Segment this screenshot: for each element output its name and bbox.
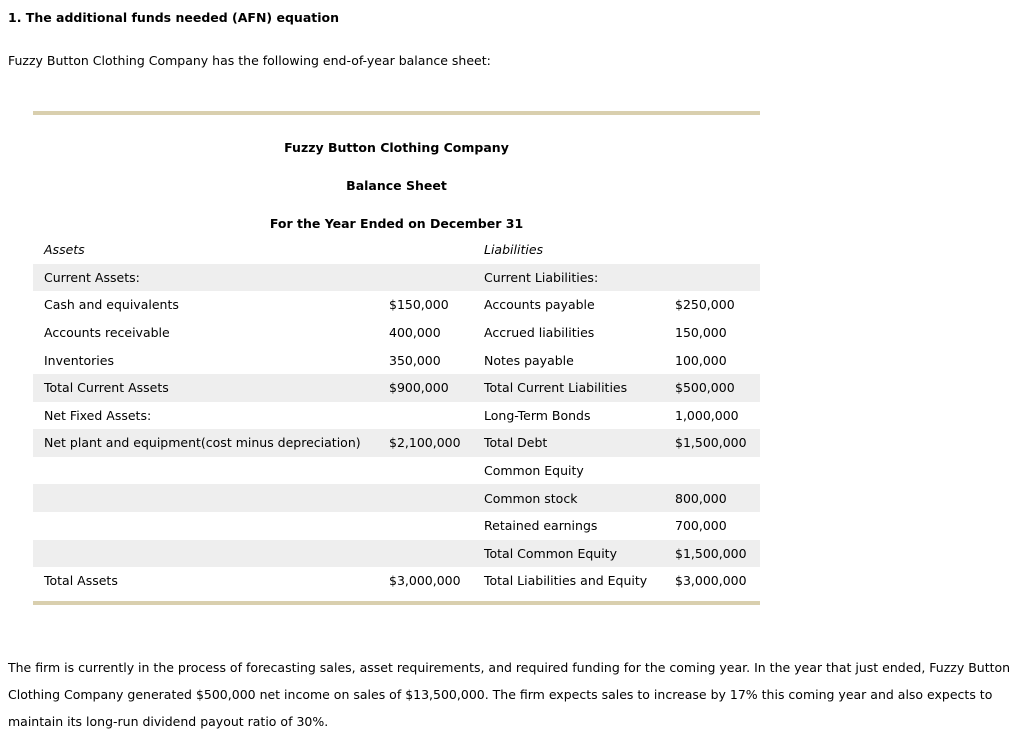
liability-label: Notes payable — [484, 352, 574, 368]
intro-text: Fuzzy Button Clothing Company has the following end-of-year balance sheet: — [8, 53, 491, 68]
sheet-period: For the Year Ended on December 31 — [269, 216, 524, 231]
table-row — [33, 236, 760, 264]
asset-value: $900,000 — [383, 374, 478, 402]
liability-value: $1,500,000 — [669, 429, 760, 457]
table-row — [33, 512, 760, 540]
liability-value — [669, 264, 760, 292]
table-row — [33, 291, 760, 319]
table-row — [33, 319, 760, 347]
asset-value: $150,000 — [389, 297, 449, 313]
liability-value: $500,000 — [669, 374, 760, 402]
liability-value: $1,500,000 — [669, 540, 760, 568]
asset-label: Inventories — [44, 352, 114, 368]
liability-label: Accrued liabilities — [484, 325, 595, 341]
liability-label: Common stock — [478, 484, 669, 512]
table-row — [33, 429, 760, 457]
asset-label: Net plant and equipment(cost minus depreciation) — [33, 429, 383, 457]
liability-label: Common Equity — [484, 463, 584, 479]
asset-label — [33, 512, 383, 540]
asset-label — [33, 457, 383, 485]
asset-label — [33, 540, 383, 568]
table-row — [33, 346, 760, 374]
asset-value — [383, 236, 478, 264]
top-divider — [33, 111, 760, 115]
table-row — [33, 567, 760, 595]
asset-value: 350,000 — [389, 352, 441, 368]
liability-value: 800,000 — [669, 484, 760, 512]
liability-label: Total Common Equity — [478, 540, 669, 568]
company-name: Fuzzy Button Clothing Company — [284, 140, 509, 155]
asset-label: Net Fixed Assets: — [44, 407, 152, 423]
table-row — [33, 264, 760, 292]
table-row — [33, 540, 760, 568]
table-row — [33, 374, 760, 402]
liability-value — [669, 236, 760, 264]
asset-value — [383, 402, 478, 430]
asset-value — [383, 264, 478, 292]
bottom-divider — [33, 601, 760, 605]
problem-paragraph: The firm is currently in the process of forecasting sales, asset requirements, and required funding for the coming year. In the year that just ended, Fuzzy Button Clothing Company generated $500,000 net income on sales of $13,500,000. The firm expects sales to increase by 17% this coming year and also expects to maintain its long-run dividend payout ratio of 30%. — [8, 660, 1011, 729]
asset-value: $2,100,000 — [383, 429, 478, 457]
asset-value — [383, 512, 478, 540]
table-row — [33, 484, 760, 512]
sheet-title: Balance Sheet — [346, 178, 447, 193]
liability-label: Retained earnings — [484, 518, 598, 534]
asset-label — [33, 484, 383, 512]
liability-label: Total Current Liabilities — [478, 374, 669, 402]
liability-value: $250,000 — [675, 297, 735, 313]
asset-label: Total Current Assets — [33, 374, 383, 402]
table-row — [33, 402, 760, 430]
asset-label: Cash and equivalents — [44, 297, 179, 313]
liability-value: $3,000,000 — [675, 573, 747, 589]
liability-value: 150,000 — [675, 325, 727, 341]
asset-label: Accounts receivable — [44, 325, 170, 341]
liability-value: 1,000,000 — [675, 407, 739, 423]
liability-value: 700,000 — [675, 518, 727, 534]
liability-label: Total Liabilities and Equity — [484, 573, 648, 589]
liability-value: 100,000 — [675, 352, 727, 368]
asset-value — [383, 484, 478, 512]
liability-label: Accounts payable — [484, 297, 595, 313]
asset-value: 400,000 — [389, 325, 441, 341]
liability-label: Long-Term Bonds — [484, 407, 591, 423]
asset-label: Assets — [44, 242, 85, 258]
liability-label: Current Liabilities: — [478, 264, 669, 292]
asset-label: Current Assets: — [33, 264, 383, 292]
liability-label: Liabilities — [484, 242, 544, 258]
asset-label: Total Assets — [44, 573, 118, 589]
liability-label: Total Debt — [478, 429, 669, 457]
balance-sheet-table — [33, 236, 760, 595]
liability-value — [669, 457, 760, 485]
asset-value — [383, 540, 478, 568]
question-heading: 1. The additional funds needed (AFN) equation — [8, 10, 339, 25]
table-row — [33, 457, 760, 485]
asset-value: $3,000,000 — [389, 573, 461, 589]
asset-value — [383, 457, 478, 485]
